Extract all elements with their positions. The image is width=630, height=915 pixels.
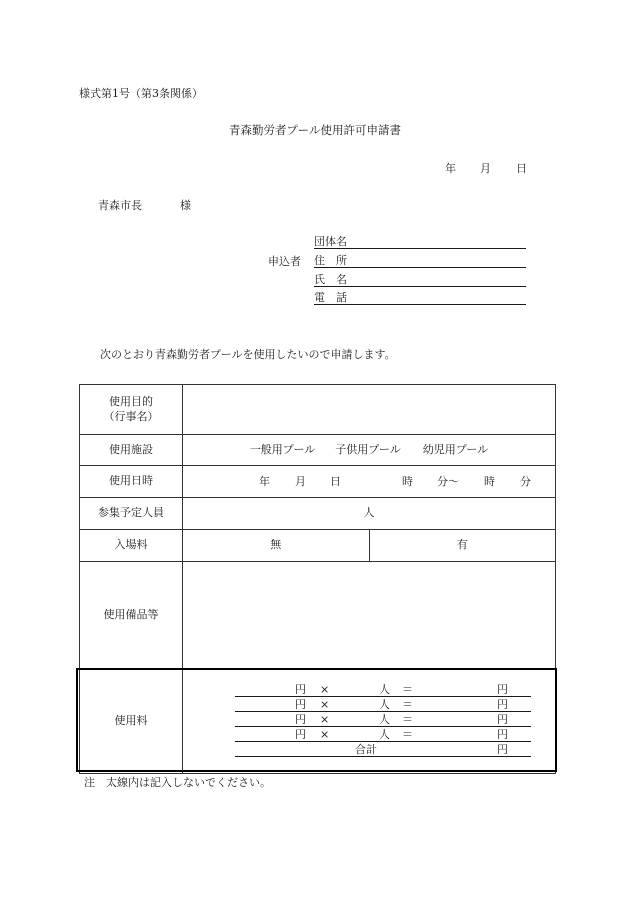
fee-total-row[interactable] bbox=[235, 742, 531, 757]
fee-equals-symbol: ＝ bbox=[402, 683, 413, 696]
dt-hour-from-label: 時 bbox=[402, 475, 413, 488]
fee-subtotal-yen: 円 bbox=[497, 683, 508, 696]
fee-subtotal-yen: 円 bbox=[497, 728, 508, 741]
fee-equals-symbol: ＝ bbox=[402, 728, 413, 741]
fee-times-symbol: × bbox=[320, 698, 330, 711]
facility-field[interactable] bbox=[183, 435, 556, 466]
fee-person-label: 人 bbox=[379, 713, 390, 726]
fee-person-label: 人 bbox=[379, 698, 390, 711]
dt-day-label: 日 bbox=[330, 475, 341, 488]
purpose-label-cell bbox=[80, 385, 183, 435]
dt-month-label: 月 bbox=[295, 475, 306, 488]
admission-none-label: 無 bbox=[270, 538, 282, 552]
fee-subtotal-yen: 円 bbox=[497, 698, 508, 711]
datetime-field[interactable] bbox=[183, 466, 556, 498]
fee-row[interactable] bbox=[235, 682, 531, 697]
facility-children-option[interactable]: 子供用プール bbox=[335, 442, 401, 456]
fee-equals-symbol: ＝ bbox=[402, 713, 413, 726]
addressee-honorific: 様 bbox=[180, 199, 191, 212]
admission-yes-option[interactable] bbox=[369, 530, 556, 562]
attendance-unit: 人 bbox=[363, 506, 375, 520]
fee-label: 使用料 bbox=[80, 669, 183, 774]
fee-yen-label: 円 bbox=[295, 728, 306, 741]
application-table bbox=[79, 384, 556, 774]
fee-subtotal-yen: 円 bbox=[497, 713, 508, 726]
addressee-name: 青森市長 bbox=[98, 199, 142, 212]
phone-label: 電 話 bbox=[314, 291, 347, 304]
phone-field[interactable] bbox=[314, 292, 526, 305]
date-month-label: 月 bbox=[480, 162, 491, 175]
date-day-label: 日 bbox=[516, 162, 527, 175]
fee-yen-label: 円 bbox=[295, 698, 306, 711]
address-label: 住 所 bbox=[314, 254, 347, 267]
admission-none-option[interactable] bbox=[183, 530, 370, 562]
facility-infant-option[interactable]: 幼児用プール bbox=[422, 442, 489, 456]
purpose-field[interactable] bbox=[183, 385, 556, 435]
facility-general-option[interactable]: 一般用プール bbox=[249, 442, 316, 456]
person-name-field[interactable] bbox=[314, 274, 526, 287]
dt-year-label: 年 bbox=[259, 475, 270, 488]
purpose-label: 使用目的 bbox=[109, 394, 153, 408]
addressee bbox=[98, 200, 191, 211]
date-year-label: 年 bbox=[445, 162, 456, 175]
fee-times-symbol: × bbox=[320, 728, 330, 741]
org-name-field[interactable] bbox=[314, 236, 526, 249]
admission-label: 入場料 bbox=[80, 530, 183, 562]
fee-calculation-area bbox=[183, 669, 556, 774]
document-title: 青森勤労者プール使用許可申請書 bbox=[229, 123, 401, 137]
fee-times-symbol: × bbox=[320, 713, 330, 726]
fee-row[interactable] bbox=[235, 697, 531, 712]
note-text: 注 太線内は記入しないでください。 bbox=[84, 776, 271, 789]
person-name-label: 氏 名 bbox=[314, 273, 347, 286]
datetime-label: 使用日時 bbox=[80, 466, 183, 498]
attendance-field[interactable] bbox=[183, 498, 556, 530]
dt-minute-to-label: 分 bbox=[520, 475, 531, 488]
fee-row[interactable] bbox=[235, 727, 531, 742]
fee-person-label: 人 bbox=[379, 728, 390, 741]
equipment-label: 使用備品等 bbox=[80, 562, 183, 669]
org-name-label: 団体名 bbox=[314, 235, 347, 248]
fee-row[interactable] bbox=[235, 712, 531, 727]
dt-hour-to-label: 時 bbox=[484, 475, 495, 488]
fee-total-yen: 円 bbox=[497, 743, 508, 756]
form-number: 様式第1号（第3条関係） bbox=[79, 87, 203, 100]
admission-yes-label: 有 bbox=[456, 538, 468, 552]
intro-text: 次のとおり青森勤労者プールを使用したいので申請します。 bbox=[100, 348, 396, 361]
fee-person-label: 人 bbox=[379, 683, 390, 696]
equipment-field[interactable] bbox=[183, 562, 556, 669]
address-field[interactable] bbox=[314, 255, 526, 268]
fee-equals-symbol: ＝ bbox=[402, 698, 413, 711]
facility-label: 使用施設 bbox=[80, 435, 183, 466]
fee-yen-label: 円 bbox=[295, 683, 306, 696]
fee-times-symbol: × bbox=[320, 683, 330, 696]
applicant-label: 申込者 bbox=[268, 255, 301, 268]
dt-minute-from-label: 分～ bbox=[437, 475, 459, 488]
attendance-label: 参集予定人員 bbox=[80, 498, 183, 530]
purpose-sublabel: （行事名） bbox=[103, 409, 159, 423]
fee-yen-label: 円 bbox=[295, 713, 306, 726]
fee-total-label: 合計 bbox=[355, 743, 377, 756]
